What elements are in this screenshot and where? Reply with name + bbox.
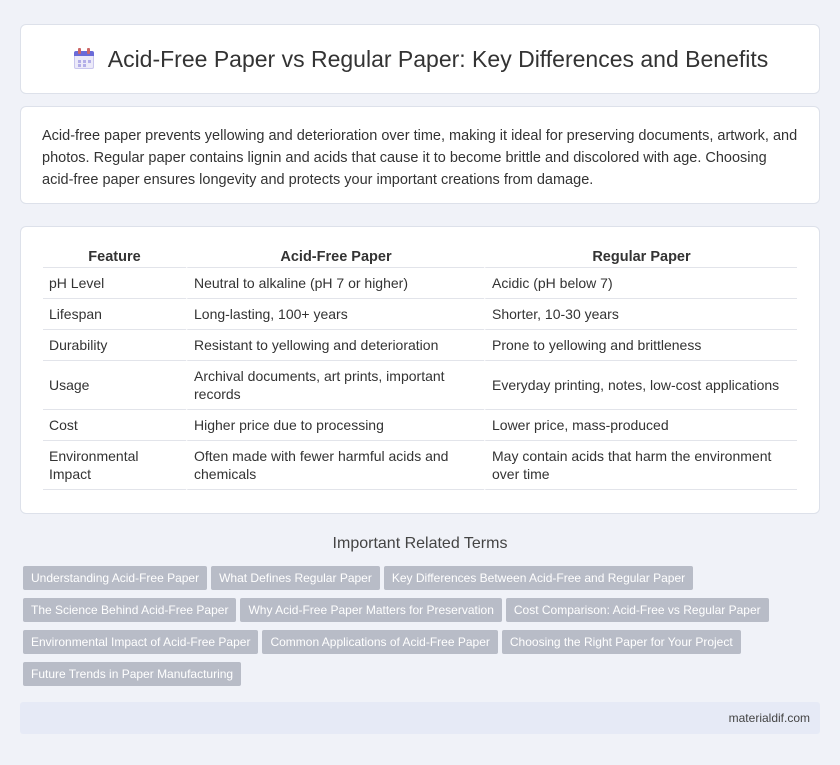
column-header: Feature [43,245,186,268]
comparison-table-card [20,226,820,514]
table-cell: pH Level [43,268,186,299]
table-cell: Everyday printing, notes, low-cost applications [484,361,797,410]
page-title: Acid-Free Paper vs Regular Paper: Key Differences and Benefits [107,45,769,72]
related-term-tag[interactable]: Key Differences Between Acid-Free and Regular Paper [384,566,693,590]
table-cell: Archival documents, art prints, important records [186,361,484,410]
comparison-table [43,245,797,490]
related-terms-heading: Important Related Terms [332,535,508,552]
table-cell: May contain acids that harm the environment over time [484,441,797,490]
table-cell: Usage [43,361,186,410]
table-cell: Prone to yellowing and brittleness [484,330,797,361]
calendar-icon [72,47,96,71]
table-cell: Lifespan [43,299,186,330]
related-term-tag[interactable]: Understanding Acid-Free Paper [23,566,207,590]
table-row [43,361,797,410]
table-cell: Higher price due to processing [186,410,484,441]
column-header: Acid-Free Paper [186,245,484,268]
related-term-tag[interactable]: The Science Behind Acid-Free Paper [23,598,236,622]
table-cell: Environmental Impact [43,441,186,490]
related-term-tag[interactable]: Environmental Impact of Acid-Free Paper [23,630,258,654]
table-cell: Shorter, 10-30 years [484,299,797,330]
table-cell: Neutral to alkaline (pH 7 or higher) [186,268,484,299]
intro-text: Acid-free paper prevents yellowing and deterioration over time, making it ideal for preserving documents, artwork, and photos. Regular paper contains lignin and acids that cause it to become brittle and discolored with age. Choosing acid-free paper ensures longevity and protects your important creations from damage. [42,128,798,188]
table-header-row [43,245,797,268]
related-terms-list [23,566,823,694]
footer-site-link[interactable]: materialdif.com [728,711,810,725]
related-term-tag[interactable]: What Defines Regular Paper [211,566,380,590]
table-row [43,410,797,441]
table-cell: Long-lasting, 100+ years [186,299,484,330]
column-header: Regular Paper [484,245,797,268]
page-header [20,24,820,94]
table-row [43,268,797,299]
intro-card [20,106,820,204]
table-cell: Acidic (pH below 7) [484,268,797,299]
related-term-tag[interactable]: Future Trends in Paper Manufacturing [23,662,241,686]
table-row [43,330,797,361]
table-cell: Lower price, mass-produced [484,410,797,441]
table-cell: Durability [43,330,186,361]
related-term-tag[interactable]: Choosing the Right Paper for Your Project [502,630,741,654]
related-term-tag[interactable]: Why Acid-Free Paper Matters for Preservation [240,598,501,622]
table-row [43,299,797,330]
table-cell: Resistant to yellowing and deterioration [186,330,484,361]
related-term-tag[interactable]: Common Applications of Acid-Free Paper [262,630,497,654]
related-term-tag[interactable]: Cost Comparison: Acid-Free vs Regular Paper [506,598,769,622]
footer [20,702,820,734]
table-row [43,441,797,490]
table-cell: Cost [43,410,186,441]
table-cell: Often made with fewer harmful acids and chemicals [186,441,484,490]
